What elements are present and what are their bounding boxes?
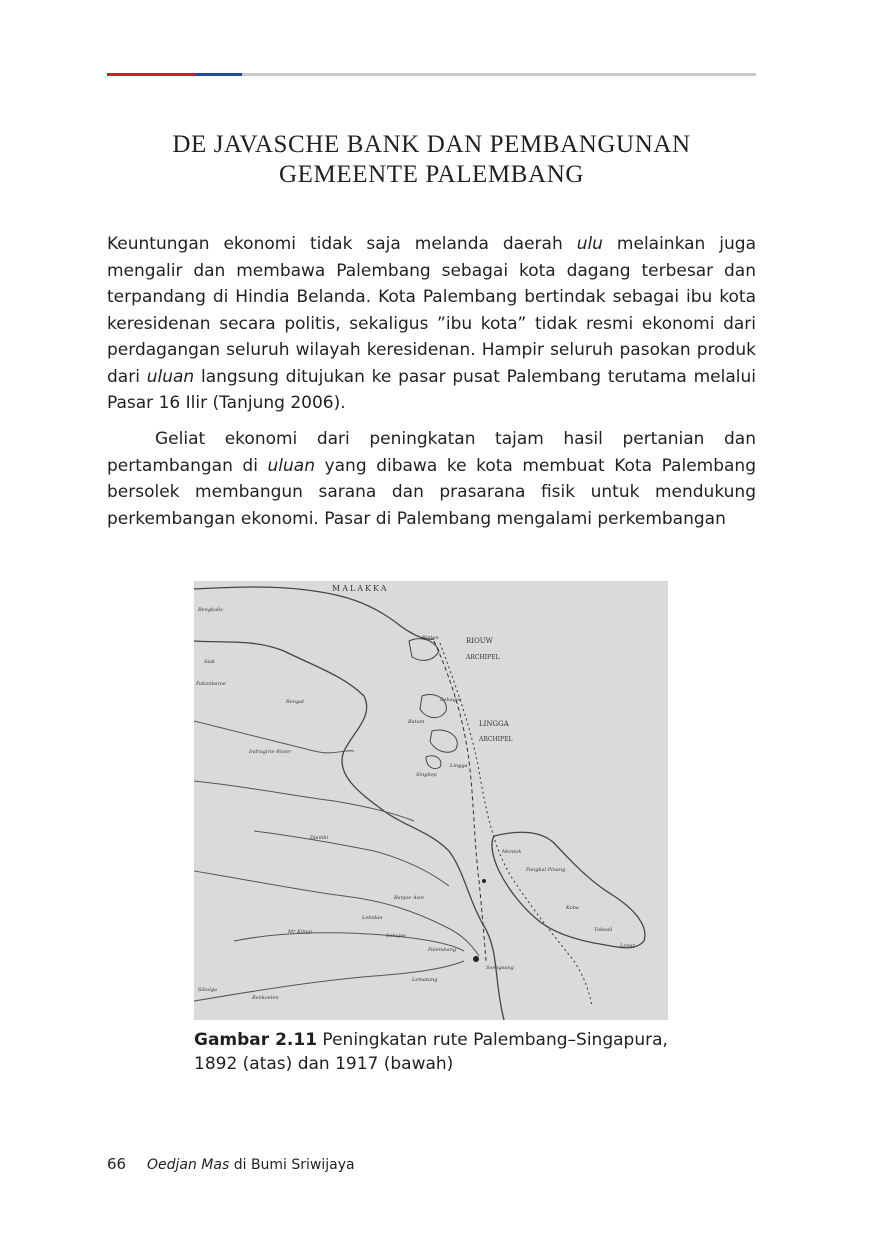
header-rule-grey xyxy=(242,73,756,76)
historical-map-figure xyxy=(194,581,668,1020)
footer-book-title-rest: di Bumi Sriwijaya xyxy=(229,1157,355,1173)
map-label-banjoe-asin: Banjoe Asin xyxy=(394,895,424,901)
map-label-benkoelen: Benkoelen xyxy=(252,995,279,1001)
figure-caption xyxy=(194,1028,674,1076)
map-label-klingi: Sibolga xyxy=(198,987,218,993)
map-label-koba: Koba xyxy=(566,905,579,911)
map-label-singkep: Singkep xyxy=(416,772,437,778)
map-label-lingga-island: Lingga xyxy=(450,763,468,769)
map-label-bintan: Bintan xyxy=(422,635,439,641)
header-rule-red xyxy=(107,73,195,76)
paragraph-1 xyxy=(107,231,756,417)
page-title-line-2: GEMEENTE PALEMBANG xyxy=(278,161,584,188)
paragraph-1-italic-ulu: ulu xyxy=(576,234,603,254)
map-label-sekajoe: Sekajoe xyxy=(386,933,406,939)
page-title-line-1: DE JAVASCHE BANK DAN PEMBANGUNAN xyxy=(172,131,691,158)
map-label-moeara-rawas: Mr Klingi xyxy=(288,929,313,935)
map-label-sebagoe: Sebagoe xyxy=(440,697,462,703)
page-title xyxy=(107,130,756,190)
map-soengsang-marker xyxy=(482,879,486,883)
map-label-batam: Batam xyxy=(408,719,425,725)
map-label-djambi: Djambi xyxy=(310,835,329,841)
map-label-lingga: LINGGA xyxy=(479,720,509,728)
figure-caption-label: Gambar 2.11 xyxy=(194,1030,318,1050)
map-label-riouw-archipel: ARCHIPEL xyxy=(466,654,500,661)
paragraph-1-text-1: Keuntungan ekonomi tidak saja melanda daerah xyxy=(107,234,577,254)
paragraph-2-text-2: yang dibawa ke kota membuat Kota Palembang bersolek membangun sarana dan prasarana fisik untuk mendukung perkembangan ekonomi. Pasar di Palembang mengalami perkembangan xyxy=(107,455,756,529)
map-label-toboali: Toboali xyxy=(594,927,613,933)
map-label-mentok: Mentok xyxy=(502,849,522,855)
figure-caption-text: Peningkatan rute Palembang–Singapura, 1892 (atas) dan 1917 (bawah) xyxy=(194,1030,668,1074)
map-label-rengat: Rengat xyxy=(286,699,305,705)
page-footer xyxy=(107,1155,355,1173)
map-label-soengsang: Soengsang xyxy=(486,965,514,971)
header-rule-blue xyxy=(195,73,242,76)
paragraph-1-text-3: langsung ditujukan ke pasar pusat Palembang terutama melalui Pasar 16 Ilir (Tanjung 2006). xyxy=(107,366,757,413)
map-label-pakanbaroe: Pakanbaroe xyxy=(196,681,226,687)
map-label-lepar: Lepar xyxy=(620,943,635,949)
map-label-palembang: Palembang xyxy=(428,947,457,953)
map-label-siak: Siak xyxy=(204,659,216,665)
map-label-riouw: RIOUW xyxy=(466,637,493,645)
map-label-bengkalis: Bengkalis xyxy=(198,607,223,613)
map-label-lingga-archipel: ARCHIPEL xyxy=(479,736,513,743)
paragraph-2 xyxy=(107,426,756,532)
map-label-pangkal-pinang: Pangkal Pinang xyxy=(526,867,566,873)
paragraph-1-text-2: melainkan juga mengalir dan membawa Palembang sebagai kota dagang terbesar dan terpandang di Hindia Belanda. Kota Palembang bertindak sebagai ibu kota keresidenan secara politis, sekaligus ”ibu kota” tidak resmi ekonomi dari perdagangan seluruh wilayah keresidenan. Hampir seluruh pasokan produk dari xyxy=(107,234,756,387)
map-label-malakka: MALAKKA xyxy=(332,584,389,593)
footer-book-title-italic: Oedjan Mas xyxy=(147,1157,230,1173)
paragraph-1-italic-uluan: uluan xyxy=(146,366,195,387)
page-number: 66 xyxy=(107,1155,127,1173)
paragraph-2-italic-uluan: uluan xyxy=(267,455,315,476)
map-label-lebidan: Lebidan xyxy=(362,915,383,921)
map-palembang-marker xyxy=(473,956,479,962)
map-label-indragiri: Indragirie Rivier xyxy=(249,749,292,755)
paragraph-2-text-1: Geliat ekonomi dari peningkatan tajam hasil pertanian dan pertambangan di xyxy=(107,429,756,476)
map-label-lematang: Lematang xyxy=(412,977,438,983)
map-illustration xyxy=(194,581,668,1020)
